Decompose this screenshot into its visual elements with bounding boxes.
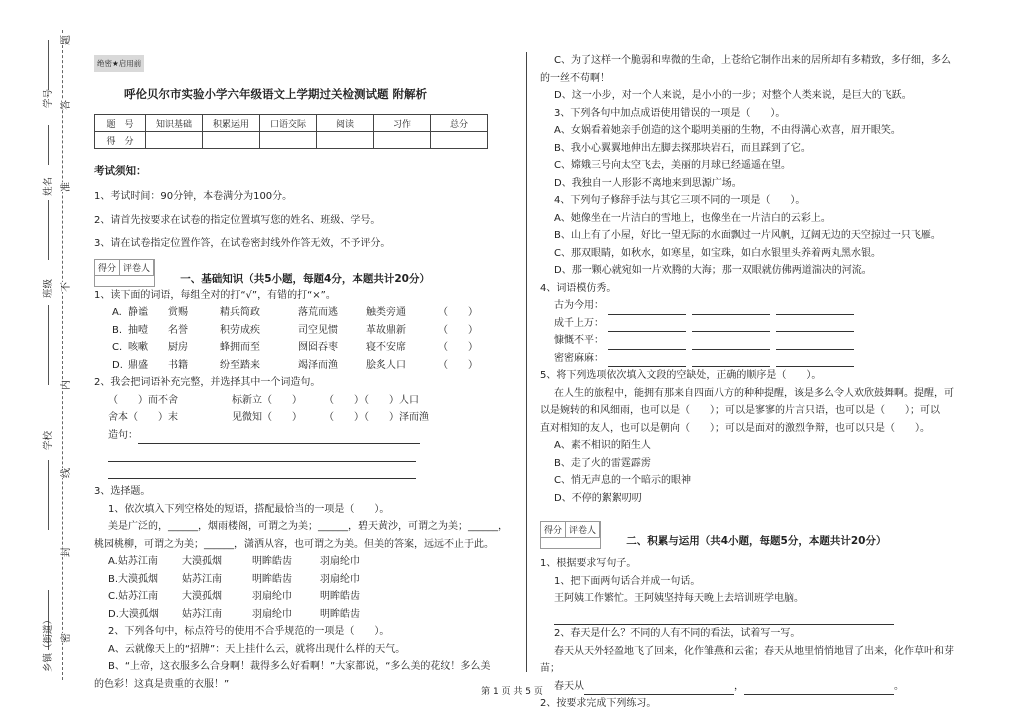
score-header: 知识基础 xyxy=(146,115,203,132)
passage-line: 在人生的旅程中，能拥有那来自四面八方的种种提醒，该是多么令人欢欣鼓舞啊。提醒，可 xyxy=(554,387,954,399)
q3-passage: 桃园桃柳，可谓之为美；______，潇洒从容，也可谓之为美。但美的答案，远远不止于此。 xyxy=(94,538,494,550)
question-stem: 4、词语模仿秀。 xyxy=(540,282,617,294)
seal-char: 答 xyxy=(57,100,72,110)
q1-row: B. 抽噎 名誉 积劳成疾 司空见惯 革故鼎新 （ ） xyxy=(112,324,478,336)
option-line: D、我独自一人形影不离地来到思源广场。 xyxy=(554,177,742,189)
option-line: A、她像坐在一片洁白的雪地上，也像坐在一片洁白的云彩上。 xyxy=(554,212,831,224)
passage-line: 春天从天外轻盈地飞了回来，化作雏燕和云雀；春天从地里悄悄地冒了出来，化作草叶和芽 xyxy=(554,645,954,657)
q3-sub: 2、下列各句中，标点符号的使用不合乎规范的一项是（ ）。 xyxy=(108,626,390,637)
grader-box: 得分 评卷人 xyxy=(94,259,155,287)
q3-choice: B.大漠孤烟 姑苏江南 明眸皓齿 羽扇纶巾 xyxy=(108,573,360,585)
q1-options xyxy=(94,304,514,374)
score-cell[interactable] xyxy=(146,132,203,149)
option-line: B、山上有了小屋，好比一望无际的水面飘过一片风帆，辽阔无边的天空掠过一只飞雁。 xyxy=(554,230,941,241)
option-line: C、那双眼睛，如秋水，如寒星，如宝珠，如白水银里头养着两丸黑水银。 xyxy=(554,247,881,259)
option-line: B、走了火的雷霆霹雳 xyxy=(554,457,651,469)
score-header: 题 号 xyxy=(95,115,146,132)
q3-choice: C.姑苏江南 大漠孤烟 羽扇纶巾 明眸皓齿 xyxy=(108,591,360,602)
imitation-row[interactable]: 成千上万： xyxy=(540,315,980,333)
seal-char: 线 xyxy=(57,468,72,478)
margin-line xyxy=(48,200,49,260)
margin-line xyxy=(48,305,49,385)
option-line: A、女娲看着她亲手创造的这个聪明美丽的生物，不由得满心欢喜，眉开眼笑。 xyxy=(554,125,901,136)
option-line: C、为了这样一个脆弱和卑微的生命，上苍给它制作出来的居所却有多精致，多仔细，多么 xyxy=(554,55,951,66)
section1-header xyxy=(94,259,514,287)
grader-box: 得分 评卷人 xyxy=(540,521,601,549)
sub-question: 1、把下面两句话合并成一句话。 xyxy=(554,575,701,587)
q1-row: C. 咳嗽 厨房 蜂拥而至 囫囵吞枣 寝不安席 （ ） xyxy=(112,342,478,353)
imitation-row[interactable]: 古为今用： xyxy=(540,297,980,315)
q3-sub: 1、依次填入下列空格处的短语，搭配最恰当的一项是（ ）。 xyxy=(108,503,390,515)
option-line: B、我小心翼翼地伸出左脚去探那块岩石，而且踩到了它。 xyxy=(554,142,811,154)
option-line: 的一丝不苟啊！ xyxy=(540,72,610,84)
answer-line[interactable]: 春天从 ， 。 xyxy=(540,678,980,696)
question-stem: 1、读下面的词语，每组全对的打“√”，有错的打“×”。 xyxy=(94,289,336,301)
passage-line: 以是婉转的和风细雨，也可以是（ ）；可以是寥寥的片言只语，也可以是（ ）；可以 xyxy=(540,405,940,416)
binding-margin xyxy=(0,0,78,722)
score-header: 积累运用 xyxy=(203,115,260,132)
question-stem: 4、下列句子修辞手法与其它三项不同的一项是（ ）。 xyxy=(554,195,806,206)
seal-line xyxy=(62,30,64,680)
answer-line[interactable] xyxy=(540,608,980,626)
note-item: 2、请首先按要求在试卷的指定位置填写您的姓名、班级、学号。 xyxy=(94,214,381,226)
seal-char: 封 xyxy=(57,547,72,557)
question-stem: 3、选择题。 xyxy=(94,486,151,497)
school-label: 学校 xyxy=(43,430,54,450)
score-cell[interactable] xyxy=(260,132,317,149)
margin-line xyxy=(48,40,49,90)
student-id-label: 学号 xyxy=(43,88,54,108)
exam-title: 呼伦贝尔市实验小学六年级语文上学期过关检测试题 附解析 xyxy=(124,87,428,101)
seal-char: 内 xyxy=(57,380,72,390)
score-cell[interactable] xyxy=(431,132,488,149)
option-line: C、嫦娥三号向太空飞去，美丽的月球已经遥遥在望。 xyxy=(554,160,791,171)
page-footer: 第 1 页 共 5 页 xyxy=(481,687,543,697)
score-header: 总分 xyxy=(431,115,488,132)
question-stem: 2、按要求完成下列练习。 xyxy=(540,698,657,709)
note-item: 1、考试时间：90分钟，本卷满分为100分。 xyxy=(94,191,293,202)
q1-row: D. 鼎盛 书籍 纷至踏来 竭泽而渔 脍炙人口 （ ） xyxy=(112,359,478,371)
section2-header xyxy=(540,521,980,549)
section2-title: 二、积累与运用（共4小题，每题5分，本题共计20分） xyxy=(626,535,887,547)
option-line: D、那一颗心就宛如一片欢腾的大海；那一双眼就仿佛两道湍决的河流。 xyxy=(554,265,872,276)
q3-options xyxy=(94,553,514,623)
column-divider xyxy=(526,52,527,672)
sub-question: 2、春天是什么？不同的人有不同的看法，试着写一写。 xyxy=(554,628,801,639)
margin-line xyxy=(48,460,49,530)
question-stem: 2、我会把词语补充完整，并选择其中一个词造句。 xyxy=(94,377,321,388)
q3-option: A、云就像天上的“招牌”：天上挂什么云，就将出现什么样的天气。 xyxy=(108,643,406,655)
seal-char: 密 xyxy=(57,633,72,643)
imitation-row[interactable]: 慷慨不平： xyxy=(540,332,980,350)
q1-row: A. 静谧 赏赐 精兵简政 落荒而逃 触类旁通 （ ） xyxy=(112,307,478,318)
notes-heading: 考试须知： xyxy=(94,165,147,177)
score-header: 口语交际 xyxy=(260,115,317,132)
note-item: 3、请在试卷指定位置作答，在试卷密封线外作答无效，不予评分。 xyxy=(94,238,391,249)
score-header: 习作 xyxy=(374,115,431,132)
score-header: 阅读 xyxy=(317,115,374,132)
score-cell[interactable] xyxy=(374,132,431,149)
passage-line: 苗； xyxy=(540,663,560,674)
q2-row: （ ）而不舍 标新立（ ） （ ）（ ）人口 xyxy=(108,394,419,406)
option-line: C、悄无声息的一个暗示的眼神 xyxy=(554,475,691,486)
imitation-row[interactable]: 密密麻麻： xyxy=(540,350,980,368)
q2-row: 舍本（ ）末 见微知（ ） （ ）（ ）泽而渔 xyxy=(108,412,429,423)
option-line: D、不停的絮絮叨叨 xyxy=(554,492,642,504)
question-stem: 3、下列各句中加点成语使用错误的一项是（ ）。 xyxy=(554,107,786,119)
sentence: 王阿姨工作繁忙。王阿姨坚持每天晚上去培训班学电脑。 xyxy=(554,593,804,604)
q3-choice: A.姑苏江南 大漠孤烟 明眸皓齿 羽扇纶巾 xyxy=(108,556,360,567)
score-cell[interactable] xyxy=(317,132,374,149)
seal-char: 不 xyxy=(57,282,72,292)
question-stem: 5、将下列选项依次填入文段的空缺处，正确的顺序是（ ）。 xyxy=(540,370,822,381)
township-label: 乡镇（街道） xyxy=(43,614,54,672)
question-stem: 1、根据要求写句子。 xyxy=(540,558,637,569)
option-line: D、这一小步，对一个人来说，是小小的一步；对整个人类来说，是巨大的飞跃。 xyxy=(554,90,912,101)
score-cell[interactable] xyxy=(203,132,260,149)
score-table xyxy=(94,114,488,149)
left-column xyxy=(94,55,514,693)
score-label: 得 分 xyxy=(95,132,146,149)
right-column xyxy=(540,52,980,713)
name-label: 姓名 xyxy=(43,176,54,196)
confidential-badge: 绝密★启用前 xyxy=(94,55,144,72)
seal-char: 题 xyxy=(57,35,72,45)
zaoju-line[interactable]: 造句： xyxy=(94,427,514,445)
q3-option: 的色彩！这真是贵重的衣服！” xyxy=(94,678,230,690)
q3-passage: 美是广泛的，______，烟雨楼阁，可谓之为美；______，碧天黄沙，可谓之为美；______， xyxy=(108,521,508,532)
section1-title: 一、基础知识（共5小题，每题4分，本题共计20分） xyxy=(180,272,430,285)
imitation-rows xyxy=(540,297,980,367)
option-line: A、素不相识的陌生人 xyxy=(554,440,651,451)
q3-option: B、“上帝，这衣服多么合身啊！裁得多么好看啊！”大家都说，“多么美的花纹！多么美 xyxy=(108,661,491,672)
margin-line xyxy=(48,125,49,165)
seal-char: 准 xyxy=(57,182,72,192)
class-label: 班级 xyxy=(43,278,54,298)
passage-line: 直对相知的友人，也可以是朝向（ ）；可以是面对的激烈争辩，也可以只是（ ）。 xyxy=(540,422,930,434)
q3-choice: D.大漠孤烟 姑苏江南 羽扇纶巾 明眸皓齿 xyxy=(108,608,360,620)
